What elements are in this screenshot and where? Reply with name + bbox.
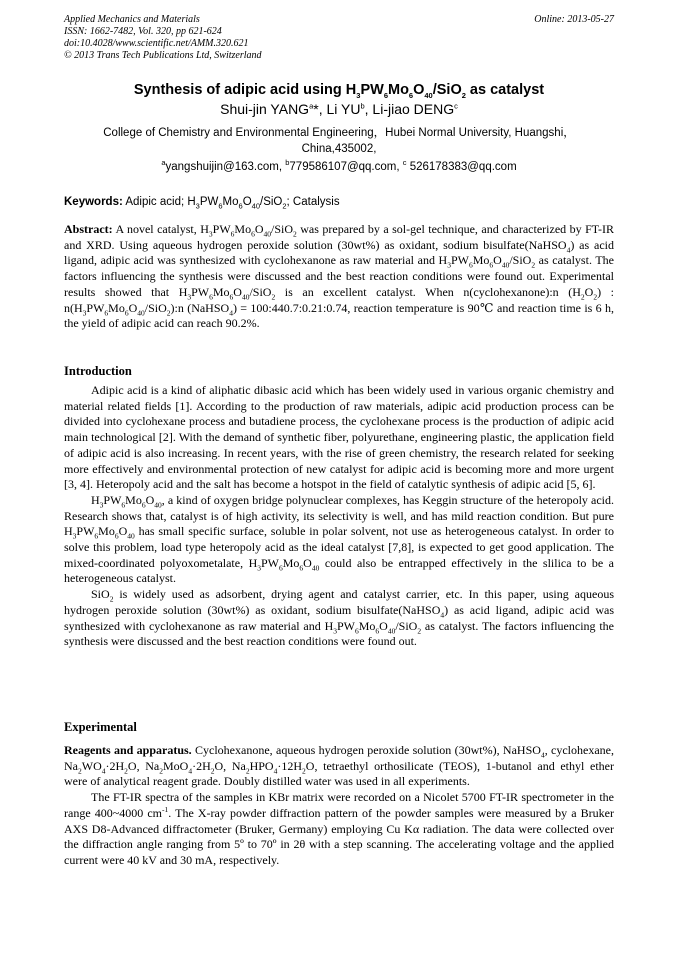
keywords: Keywords: Adipic acid; $H_3PW_6Mo_6O_{40}/SiO_2$; Catalysis <box>64 196 340 211</box>
journal-header <box>64 14 262 62</box>
journal-name: Applied Mechanics and Materials <box>64 14 200 25</box>
introduction-body <box>64 383 614 650</box>
copyright-line: © 2013 Trans Tech Publications Ltd, Switzerland <box>64 50 262 61</box>
abstract: Abstract: A novel catalyst, $H_3PW_6Mo_6O_{40}/SiO_2$ was prepared by a sol-gel technique, and characterized by FT-IR and XRD. Using aqueous hydrogen peroxide solution (30wt%) as oxidant, sodium bisulfate(NaHSO$_4$) as acid ligand, adipic acid was synthesized with cyclohexanone as raw material and $H_3PW_6Mo_6O_{40}/SiO_2$ as catalyst. The factors influencing the synthesis were discussed and the best reaction conditions were found out. Experimental results showed that $H_3PW_6Mo_6O_{40}/SiO_2$ is an excellent catalyst. When n(cyclohexanone):n $(H_2O_2)$ : $n(H_3PW_6Mo_6O_{40}/SiO_2):n$ (NaHSO$_4$) = 100:440.7:0.21:0.74, reaction temperature is 90℃ and reaction time is 6 h, the yield of adipic acid can reach 90.2%. <box>64 222 614 331</box>
online-date: Online: 2013-05-27 <box>534 14 614 25</box>
intro-paragraph-2: $H_3PW_6Mo_6O_{40}$, a kind of oxygen bridge polynuclear complexes, has Keggin structure of the heteropoly acid. Research shows that, catalyst is of high activity, its selectivity is well, and has mild reaction condition. But pure $H_3PW_6Mo_6O_{40}$ has small specific surface, soluble in polar solvent, not use as heterogeneous catalyst. In order to solve this problem, load type heteropoly acid as the ideal catalyst [7,8], is expected to get good application. The mixed-coordinated polyoxometalate, $H_3PW_6Mo_6O_{40}$ could also be entrapped effectively in the slilica to be a heterogeneous catalyst. <box>64 492 614 586</box>
section-heading-introduction: Introduction <box>64 364 132 378</box>
intro-paragraph-3: SiO$_2$ is widely used as adsorbent, drying agent and catalyst carrier, etc. In this paper, using aqueous hydrogen peroxide solution (30wt%) as oxidant, sodium bisulfate(NaHSO$_4$) as acid ligand, adipic acid was synthesized with cyclohexanone as raw material and $H_3PW_6Mo_6O_{40}/SiO_2$ as catalyst. The factors influencing the synthesis were discussed and the best reaction conditions were found out. <box>64 587 615 649</box>
issn-line: ISSN: 1662-7482, Vol. 320, pp 621-624 <box>64 26 222 37</box>
ftir-paragraph: The FT-IR spectra of the samples in KBr matrix were recorded on a Nicolet 5700 FT-IR spectrometer in the range 400~4000 $cm^{-1}$. The X-ray powder diffraction pattern of the powder samples were measured by a Bruker AXS D8-Advanced diffractometer (Bruker, Germany) employing Cu Kα radiation. The data were collected over the diffraction angle ranging from 5º to 70º in 2θ with a step scanning. The accelerating voltage and the applied current were 40 kV and 30 mA, respectively. <box>64 790 614 867</box>
author-list: Shui-jin YANG$^a$*, Li $YU^b$, Li-jiao DENG$^c$ <box>220 101 458 117</box>
experimental-body <box>64 743 614 869</box>
intro-paragraph-1: Adipic acid is a kind of aliphatic dibasic acid which has been widely used in various organic chemistry and material related fields [1]. According to the production of raw materials, adipic acid production process can be divided into cyclohexane process and butadiene process, the cyclohexane process is the production of adipic acid main technological [2]. With the demand of synthetic fiber, polyurethane, engineering plastic, the application field of adipic acid is also increasing. In recent years, with the rise of green chemistry, the research related for seeking more effectively and environmental protection of new catalyst for adipic acid is becoming more and more urgent [3, 4]. Heteropoly acid and the salt has become a hotspot in the field of catalytic synthesis of adipic acid [5, 6]. <box>64 383 614 492</box>
affiliation: College of Chemistry and Environmental Engineering，Hubei Normal University, Huangshi， China,435002, <box>103 127 575 155</box>
author-emails[interactable]: $^a$yangshuijin@163.com, $^b$779586107@qq.com, $^c$ 526178383@qq.com <box>161 158 517 173</box>
section-heading-experimental: Experimental <box>64 720 137 734</box>
paper-title: Synthesis of adipic acid using $H_3PW_6Mo_6O_{40}/SiO_2$ as catalyst <box>133 82 545 100</box>
reagents-paragraph: Reagents and apparatus. Cyclohexanone, aqueous hydrogen peroxide solution (30wt%), NaHSO$_4$, cyclohexane, $Na_2WO_4\cdot 2H_2O$, $Na_2MoO_4\cdot 2H_2O$, $Na_2HPO_4\cdot 12H_2O$, tetraethyl orthosilicate (TEOS), 1-butanol and ethyl ether were of analytical reagent grade. Doubly distilled water was used in all experiments. <box>64 743 614 789</box>
doi-line[interactable]: doi:10.4028/www.scientific.net/AMM.320.621 <box>64 38 249 49</box>
